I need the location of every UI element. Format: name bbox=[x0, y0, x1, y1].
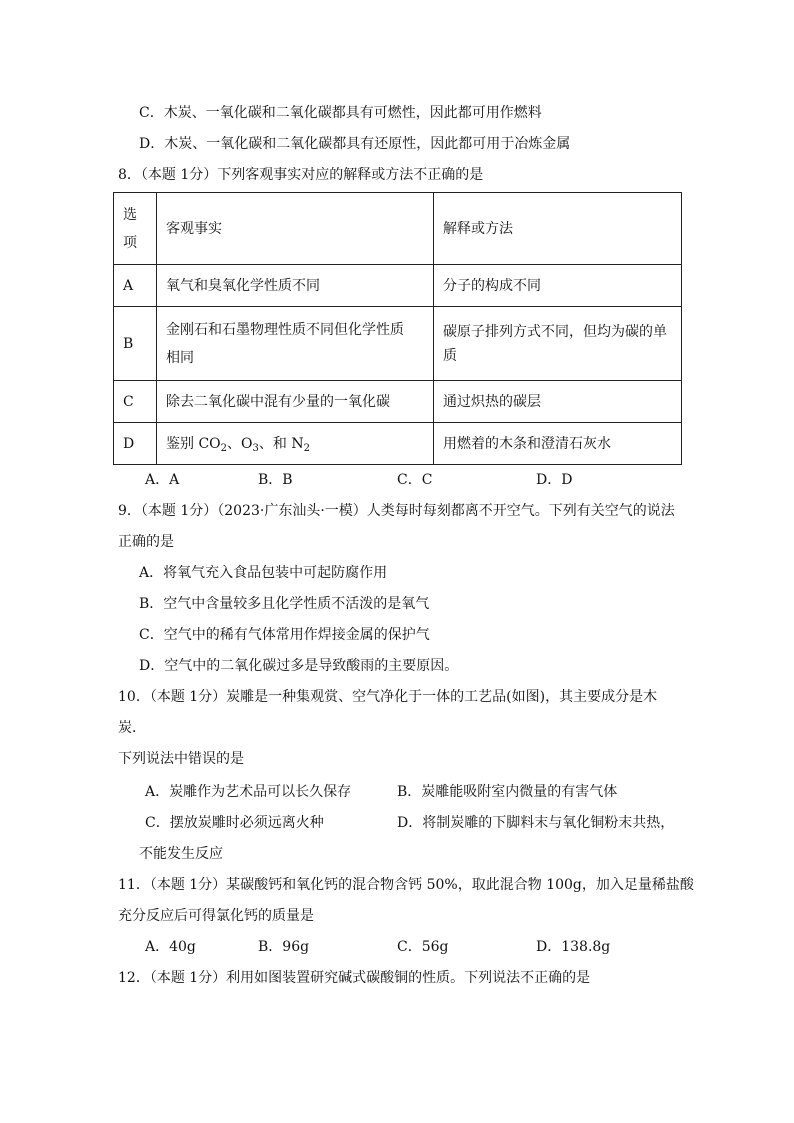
q10-option-d-cont: 不能发生反应 bbox=[139, 846, 223, 862]
q9-stem-line2: 正确的是 bbox=[118, 534, 174, 550]
q11-option-d: D．138.8g bbox=[536, 939, 611, 955]
row-explanation: 碳原子排列方式不同，但均为碳的单质 bbox=[434, 307, 682, 381]
row-option: C bbox=[114, 381, 157, 423]
q7-option-d: D．木炭、一氧化碳和二氧化碳都具有还原性，因此都可用于冶炼金属 bbox=[139, 136, 571, 152]
row-fact: 除去二氧化碳中混有少量的一氧化碳 bbox=[157, 381, 434, 423]
row-explanation: 用燃着的木条和澄清石灰水 bbox=[434, 423, 682, 465]
q11-option-b: B．96g bbox=[258, 939, 310, 955]
q8-option-c: C．C bbox=[397, 472, 433, 488]
row-explanation: 通过炽热的碳层 bbox=[434, 381, 682, 423]
q9-stem-line1: 9．（本题 1分）（2023·广东汕头·一模）人类每时每刻都离不开空气。下列有关空气的说法 bbox=[118, 503, 675, 519]
table-row bbox=[114, 265, 682, 307]
table-row bbox=[114, 307, 682, 381]
row-fact: 鉴别 $CO_2$、$O_3$、和 $N_2$ bbox=[157, 423, 434, 465]
q8-stem: 8．（本题 1分）下列客观事实对应的解释或方法不正确的是 bbox=[118, 167, 484, 183]
table-row bbox=[114, 381, 682, 423]
q11-stem-line1: 11．（本题 1分）某碳酸钙和氧化钙的混合物含钙 50%，取此混合物 100g，加入足量稀盐酸 bbox=[118, 877, 694, 893]
row-fact: 金刚石和石墨物理性质不同但化学性质相同 bbox=[157, 307, 434, 381]
q9-option-c: C．空气中的稀有气体常用作焊接金属的保护气 bbox=[139, 627, 430, 643]
table-header-row bbox=[114, 193, 682, 265]
q9-option-b: B．空气中含量较多且化学性质不活泼的是氧气 bbox=[139, 596, 430, 612]
q10-stem-line1: 10．（本题 1分）炭雕是一种集观赏、空气净化于一体的工艺品(如图)，其主要成分是木 bbox=[118, 689, 658, 705]
q7-option-c: C．木炭、一氧化碳和二氧化碳都具有可燃性，因此都可用作燃料 bbox=[139, 105, 542, 121]
row-option: B bbox=[114, 307, 157, 381]
header-explanation: 解释或方法 bbox=[434, 193, 682, 265]
q10-stem-line2: 炭． bbox=[118, 720, 146, 736]
q10-option-c: C．摆放炭雕时必须远离火种 bbox=[145, 815, 324, 831]
q10-option-d: D．将制炭雕的下脚料末与氧化铜粉末共热， bbox=[397, 815, 675, 831]
q10-stem-line3: 下列说法中错误的是 bbox=[118, 751, 244, 767]
header-option: 选项 bbox=[114, 193, 157, 265]
q8-option-a: A．A bbox=[145, 472, 180, 488]
q9-option-a: A．将氧气充入食品包装中可起防腐作用 bbox=[139, 565, 388, 581]
q11-option-c: C．56g bbox=[397, 939, 449, 955]
q11-stem-line2: 充分反应后可得氯化钙的质量是 bbox=[118, 908, 314, 924]
q8-table bbox=[113, 192, 682, 465]
row-option: D bbox=[114, 423, 157, 465]
q8-option-b: B．B bbox=[258, 472, 293, 488]
row-option: A bbox=[114, 265, 157, 307]
row-explanation: 分子的构成不同 bbox=[434, 265, 682, 307]
header-fact: 客观事实 bbox=[157, 193, 434, 265]
q11-option-a: A．40g bbox=[145, 939, 196, 955]
q10-option-b: B．炭雕能吸附室内微量的有害气体 bbox=[397, 784, 618, 800]
q12-stem: 12．（本题 1分）利用如图装置研究碱式碳酸铜的性质。下列说法不正确的是 bbox=[118, 970, 591, 986]
row-fact: 氧气和臭氧化学性质不同 bbox=[157, 265, 434, 307]
q9-option-d: D．空气中的二氧化碳过多是导致酸雨的主要原因。 bbox=[139, 658, 459, 674]
q10-option-a: A．炭雕作为艺术品可以长久保存 bbox=[145, 784, 352, 800]
q8-option-d: D．D bbox=[536, 472, 573, 488]
table-row bbox=[114, 423, 682, 465]
